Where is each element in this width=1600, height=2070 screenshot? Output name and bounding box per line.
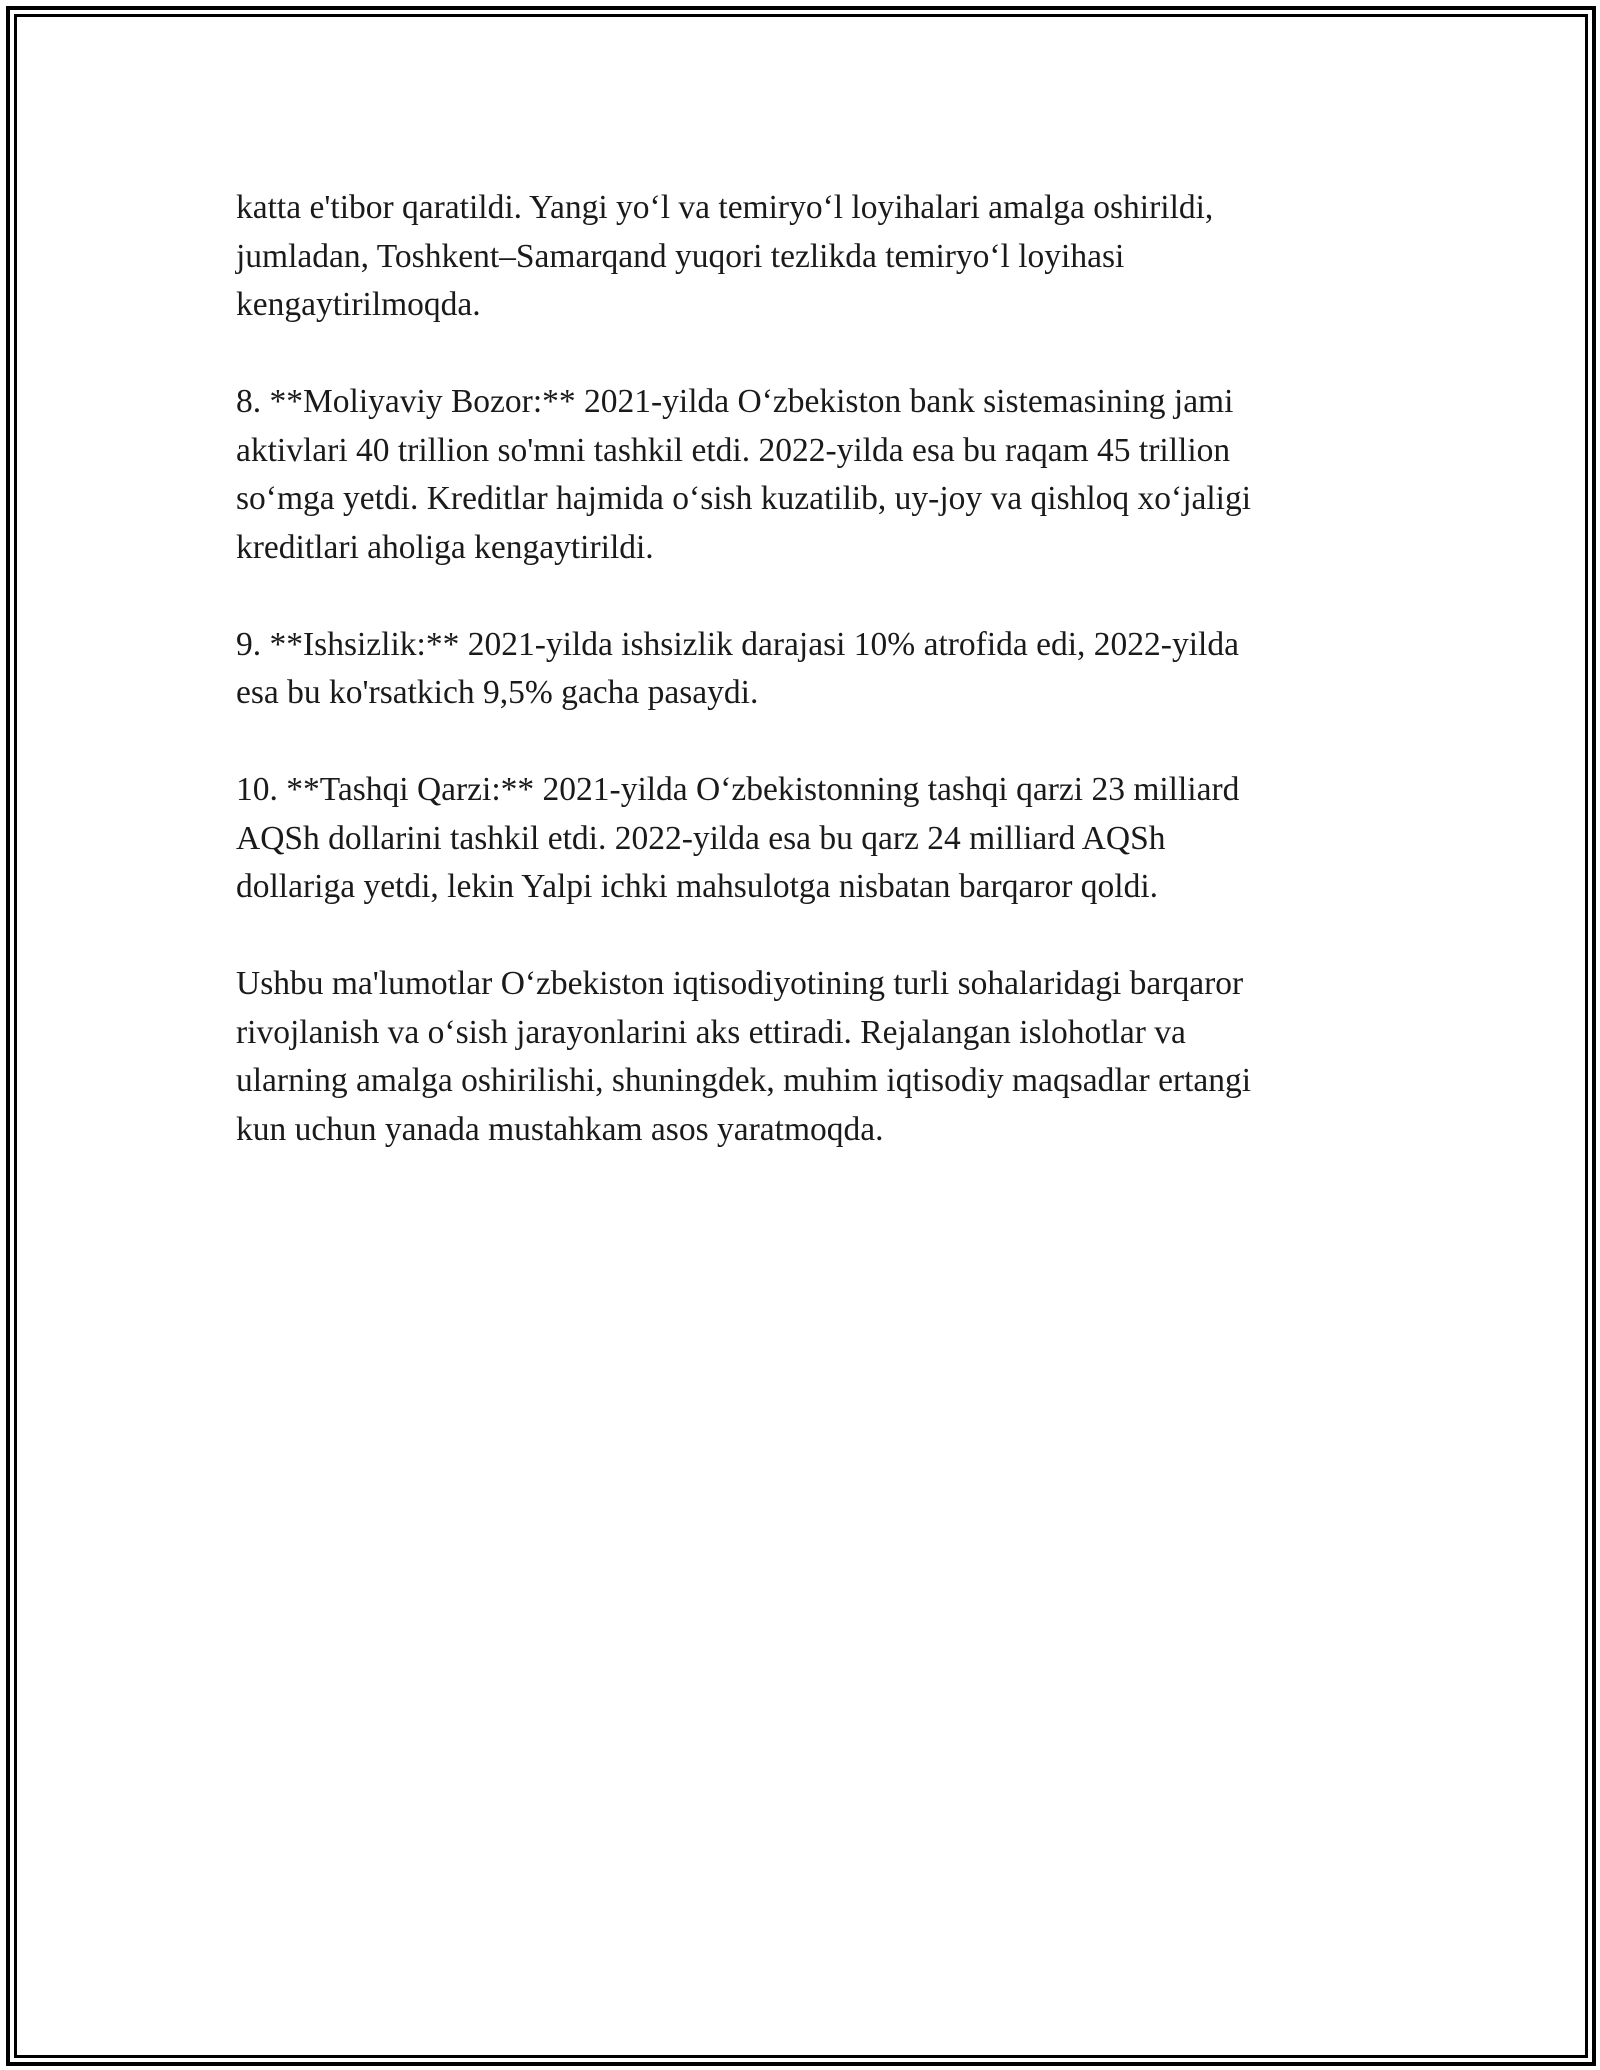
paragraph-financial-market: 8. **Moliyaviy Bozor:** 2021-yilda O‘zbekiston bank sistemasining jami aktivlari 40 trillion so'mni tashkil etdi. 2022-yilda esa bu raqam 45 trillion so‘mga yetdi. Kreditlar hajmida o‘sish kuzatilib, uy-joy va qishloq xo‘jaligi kreditlari aholiga kengaytirildi.	[236, 383, 1252, 566]
document-body	[236, 184, 1386, 1203]
paragraph-conclusion: Ushbu ma'lumotlar O‘zbekiston iqtisodiyotining turli sohalaridagi barqaror rivojlanish va o‘sish jarayonlarini aks ettiradi. Rejalangan islohotlar va ularning amalga oshirilishi, shuningdek, muhim iqtisodiy maqsadlar ertangi kun uchun yanada mustahkam asos yaratmoqda.	[236, 965, 1252, 1148]
paragraph-external-debt: 10. **Tashqi Qarzi:** 2021-yilda O‘zbekistonning tashqi qarzi 23 milliard AQSh dollarini tashkil etdi. 2022-yilda esa bu qarz 24 milliard AQSh dollariga yetdi, lekin Yalpi ichki mahsulotga nisbatan barqaror qoldi.	[236, 771, 1240, 905]
paragraph-unemployment: 9. **Ishsizlik:** 2021-yilda ishsizlik darajasi 10% atrofida edi, 2022-yilda esa bu ko'rsatkich 9,5% gacha pasaydi.	[236, 625, 1239, 711]
paragraph-transport-continuation: katta e'tibor qaratildi. Yangi yo‘l va temiryo‘l loyihalari amalga oshirildi, jumladan, Toshkent–Samarqand yuqori tezlikda temiryo‘l loyihasi kengaytirilmoqda.	[236, 189, 1214, 323]
